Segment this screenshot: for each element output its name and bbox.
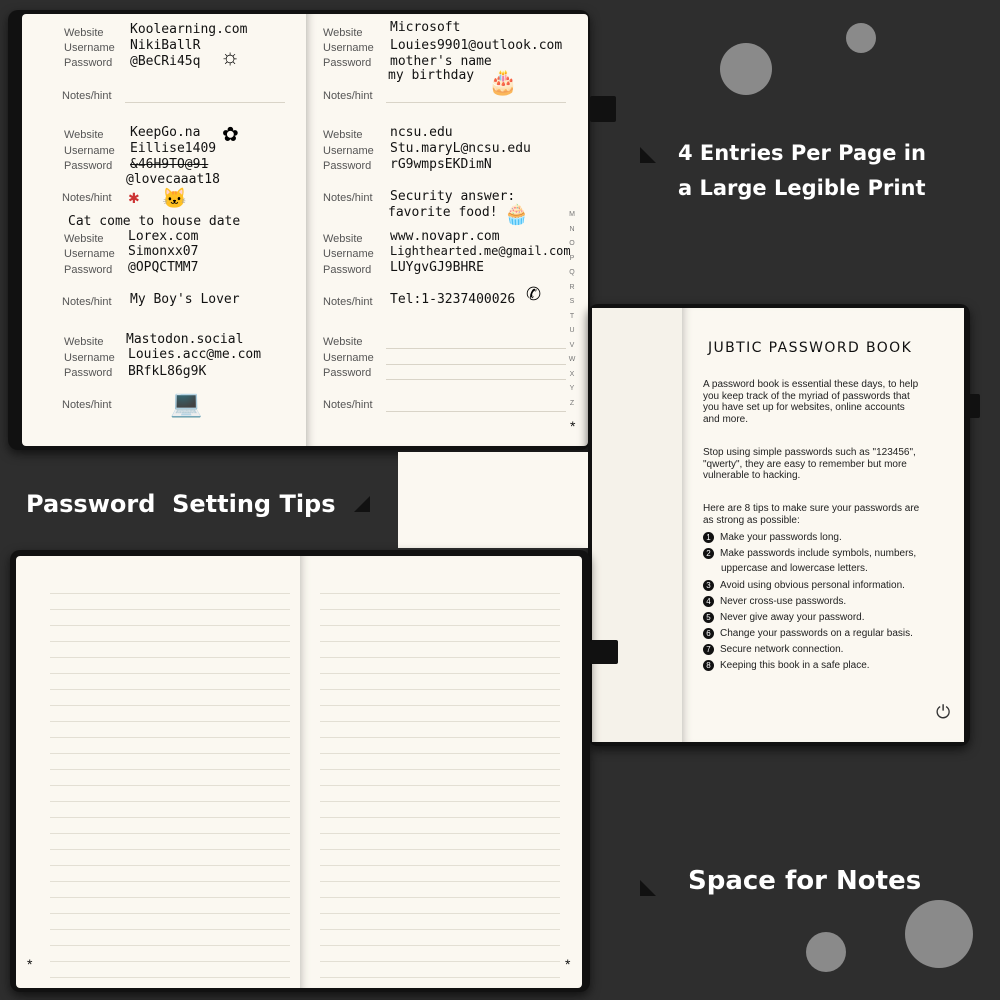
brand-logo-icon: ⏻ bbox=[936, 702, 951, 722]
tip-item bbox=[703, 548, 916, 559]
tip-item bbox=[703, 612, 865, 623]
notes-value: Security answer: bbox=[390, 189, 516, 204]
decor-circle bbox=[806, 932, 846, 972]
notes-label: Notes/hint bbox=[62, 296, 112, 308]
pointer-triangle-icon bbox=[640, 880, 656, 896]
tip-item bbox=[703, 532, 842, 543]
ruled-lines bbox=[320, 578, 560, 978]
alpha-tab[interactable]: V bbox=[569, 341, 575, 349]
headline-entries-line1: 4 Entries Per Page in bbox=[678, 141, 926, 165]
tip-item bbox=[703, 628, 913, 639]
star-doodle-icon: ✱ bbox=[128, 190, 140, 206]
headline-entries-line2: a Large Legible Print bbox=[678, 176, 926, 200]
notes-label: Notes/hint bbox=[323, 296, 373, 308]
username-value: Simonxx07 bbox=[128, 244, 199, 259]
username-label: Username bbox=[323, 248, 374, 260]
phone-doodle-icon: ✆ bbox=[526, 284, 542, 304]
decor-circle bbox=[720, 43, 772, 95]
website-label: Website bbox=[323, 27, 363, 39]
alpha-tab[interactable]: M bbox=[569, 211, 575, 218]
tip-text-continued: uppercase and lowercase letters. bbox=[721, 563, 868, 574]
info-text-line: Here are 8 tips to make sure your passwords are bbox=[703, 503, 920, 514]
tip-text: Secure network connection. bbox=[720, 644, 844, 656]
notes-value-line2: favorite food! bbox=[388, 205, 498, 220]
info-text-line: you have set up for websites, online accounts bbox=[703, 402, 905, 413]
page-star-mark: * bbox=[570, 418, 576, 434]
tip-item bbox=[703, 644, 843, 655]
notes-label: Notes/hint bbox=[62, 90, 112, 102]
pointer-triangle-icon bbox=[354, 496, 370, 512]
username-value: Stu.maryL@ncsu.edu bbox=[390, 141, 531, 156]
tip-text: Never cross-use passwords. bbox=[720, 596, 847, 608]
tip-text: Keeping this book in a safe place. bbox=[720, 660, 870, 672]
info-text-line: as strong as possible: bbox=[703, 514, 800, 526]
alpha-tab[interactable]: Z bbox=[569, 399, 575, 407]
website-label: Website bbox=[323, 336, 363, 348]
elastic-band bbox=[590, 640, 618, 664]
cat-doodle-icon: 🐱 bbox=[162, 188, 187, 210]
website-value: KeepGo.na bbox=[130, 125, 201, 140]
password-label: Password bbox=[323, 367, 372, 379]
birthday-cake-icon: 🎂 bbox=[488, 69, 518, 96]
password-label: Password bbox=[64, 367, 113, 379]
username-label: Username bbox=[323, 352, 374, 364]
tip-text: Make your passwords long. bbox=[720, 532, 842, 544]
extra-note-value: Cat come to house date bbox=[68, 214, 241, 229]
password-label: Password bbox=[323, 57, 372, 69]
alpha-tab[interactable]: T bbox=[569, 312, 575, 320]
tip-text: Avoid using obvious personal information. bbox=[720, 580, 905, 592]
website-label: Website bbox=[323, 129, 363, 141]
username-label: Username bbox=[64, 352, 115, 364]
tip-text: Change your passwords on a regular basis. bbox=[720, 628, 913, 640]
alpha-tab[interactable]: P bbox=[569, 254, 575, 262]
notes-label: Notes/hint bbox=[323, 192, 373, 204]
username-value: Louies9901@outlook.com bbox=[390, 38, 563, 53]
tip-number-badge: 5 bbox=[703, 612, 714, 623]
website-label: Website bbox=[64, 233, 104, 245]
website-label: Website bbox=[64, 27, 104, 39]
username-label: Username bbox=[323, 145, 374, 157]
info-text-line: A password book is essential these days, to help bbox=[703, 379, 919, 390]
alpha-tab[interactable]: Y bbox=[569, 385, 575, 392]
alpha-tab[interactable]: N bbox=[569, 225, 575, 233]
website-value: Mastodon.social bbox=[126, 332, 244, 347]
website-label: Website bbox=[64, 129, 104, 141]
decor-circle bbox=[905, 900, 973, 968]
password-label: Password bbox=[64, 160, 113, 172]
alpha-tab[interactable]: W bbox=[568, 356, 576, 363]
laptop-doodle-icon: 💻 bbox=[170, 388, 203, 418]
password-value: rG9wmpsEKDimN bbox=[390, 157, 492, 172]
tip-number-badge: 1 bbox=[703, 532, 714, 543]
alpha-tab[interactable]: O bbox=[569, 240, 575, 247]
username-label: Username bbox=[323, 42, 374, 54]
website-label: Website bbox=[64, 336, 104, 348]
tip-number-badge: 3 bbox=[703, 580, 714, 591]
notes-value: Tel:1-3237400026 bbox=[390, 292, 516, 307]
headline-notes: Space for Notes bbox=[688, 866, 922, 896]
username-label: Username bbox=[64, 248, 115, 260]
password-label: Password bbox=[323, 264, 372, 276]
password-label: Password bbox=[323, 160, 372, 172]
info-text-line: and more. bbox=[703, 413, 749, 425]
website-value: Lorex.com bbox=[128, 229, 199, 244]
info-text-line: vulnerable to hacking. bbox=[703, 470, 801, 481]
info-text-line: Stop using simple passwords such as "123456", bbox=[703, 447, 916, 458]
tip-number-badge: 2 bbox=[703, 548, 714, 559]
elastic-band bbox=[590, 96, 616, 122]
ruled-lines bbox=[50, 578, 290, 978]
password-value-line2: my birthday bbox=[388, 68, 475, 83]
struck-password-value: &46H9TO@91 bbox=[130, 157, 209, 172]
website-value: ncsu.edu bbox=[390, 125, 453, 140]
tip-text: Never give away your password. bbox=[720, 612, 865, 624]
username-value: Louies.acc@me.com bbox=[128, 347, 262, 362]
elastic-band bbox=[964, 394, 980, 418]
decor-circle bbox=[846, 23, 876, 53]
notes-book bbox=[10, 550, 590, 992]
alphabet-index-tabs bbox=[566, 208, 578, 411]
alpha-tab[interactable]: S bbox=[569, 298, 575, 305]
info-title: JUBTIC PASSWORD BOOK bbox=[708, 340, 913, 356]
notes-label: Notes/hint bbox=[62, 399, 112, 411]
website-label: Website bbox=[323, 233, 363, 245]
info-spine-page bbox=[592, 308, 682, 742]
notes-label: Notes/hint bbox=[323, 90, 373, 102]
tip-item bbox=[703, 596, 846, 607]
password-label: Password bbox=[64, 57, 113, 69]
alpha-tab[interactable]: U bbox=[569, 327, 575, 334]
notes-label: Notes/hint bbox=[323, 399, 373, 411]
password-value: mother's name bbox=[390, 54, 492, 69]
sun-doodle-icon: ☼ bbox=[220, 44, 241, 69]
username-label: Username bbox=[64, 42, 115, 54]
alpha-tab[interactable]: Q bbox=[569, 269, 575, 276]
info-text-line: "qwerty", they are easy to remember but more bbox=[703, 458, 907, 470]
username-label: Username bbox=[64, 145, 115, 157]
tip-number-badge: 4 bbox=[703, 596, 714, 607]
username-value: NikiBallR bbox=[130, 38, 201, 53]
tip-item bbox=[703, 660, 870, 671]
tip-text: Make passwords include symbols, numbers, bbox=[720, 548, 917, 560]
tip-number-badge: 8 bbox=[703, 660, 714, 671]
info-text-line: you keep track of the myriad of passwords that bbox=[703, 390, 910, 402]
password-value: @OPQCTMM7 bbox=[128, 260, 199, 275]
page-star-mark: * bbox=[565, 956, 571, 972]
username-value: Eillise1409 bbox=[130, 141, 217, 156]
password-label: Password bbox=[64, 264, 113, 276]
password-value: LUYgvGJ9BHRE bbox=[390, 260, 484, 275]
website-value: Koolearning.com bbox=[130, 22, 248, 37]
username-value: Lighthearted.me@gmail.com bbox=[390, 244, 571, 258]
tip-number-badge: 7 bbox=[703, 644, 714, 655]
password-value: @BeCRi45q bbox=[130, 54, 201, 69]
alpha-tab[interactable]: X bbox=[569, 370, 575, 378]
tip-item bbox=[703, 580, 905, 591]
pointer-triangle-icon bbox=[640, 147, 656, 163]
website-value: Microsoft bbox=[390, 20, 461, 35]
website-value: www.novapr.com bbox=[390, 229, 500, 244]
password-value: BRfkL86g9K bbox=[128, 364, 207, 379]
notes-label: Notes/hint bbox=[62, 192, 112, 204]
alpha-tab[interactable]: R bbox=[569, 283, 575, 291]
info-page-left-fold bbox=[398, 452, 588, 548]
headline-tips: Password Setting Tips bbox=[26, 490, 336, 518]
tip-number-badge: 6 bbox=[703, 628, 714, 639]
clover-doodle-icon: ✿ bbox=[222, 124, 239, 146]
page-star-mark: * bbox=[27, 956, 33, 972]
password-value: @lovecaaat18 bbox=[126, 172, 220, 187]
notes-value: My Boy's Lover bbox=[130, 292, 240, 307]
cupcake-doodle-icon: 🧁 bbox=[504, 204, 529, 226]
